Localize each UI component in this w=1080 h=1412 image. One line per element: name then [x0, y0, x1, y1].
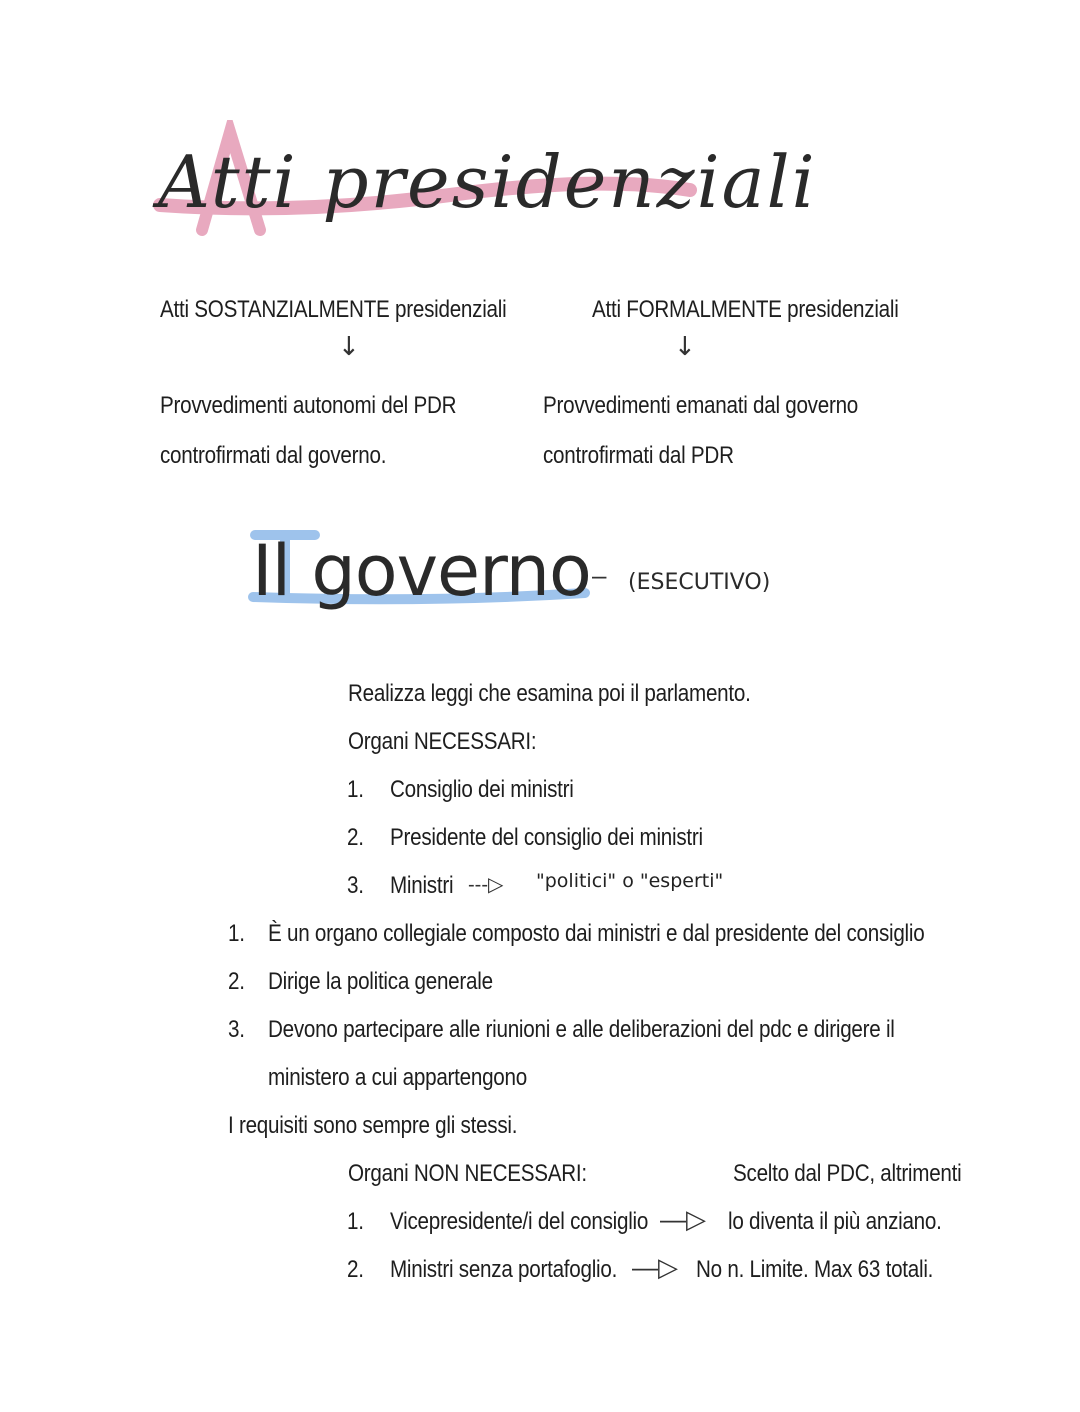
necessari-heading: Organi NECESSARI: — [348, 728, 537, 755]
intro-text: Realizza leggi che esamina poi il parlamento. — [348, 680, 751, 707]
section-subtitle: (ESECUTIVO) — [628, 570, 771, 595]
desc-num-2: 2. — [228, 968, 245, 995]
requisiti-text: I requisiti sono sempre gli stessi. — [228, 1112, 518, 1139]
desc-item-3: Devono partecipare alle riunioni e alle deliberazioni del pdc e dirigere il — [268, 1016, 895, 1043]
desc-num-3: 3. — [228, 1016, 245, 1043]
necessari-num-2: 2. — [347, 824, 364, 851]
ministri-note: "politici" o "esperti" — [536, 870, 724, 892]
desc-num-1: 1. — [228, 920, 245, 947]
right-line-2: controfirmati dal PDR — [543, 442, 734, 469]
non-necessari-item-1: Vicepresidente/i del consiglio — [390, 1208, 649, 1235]
non-necessari-heading: Organi NON NECESSARI: — [348, 1160, 587, 1187]
desc-item-3-cont: ministero a cui appartengono — [268, 1064, 527, 1091]
note-limite: No n. Limite. Max 63 totali. — [696, 1256, 934, 1283]
arrow-down-icon: ↓ — [674, 332, 696, 362]
left-line-1: Provvedimenti autonomi del PDR — [160, 392, 457, 419]
left-line-2: controfirmati dal governo. — [160, 442, 387, 469]
section-title-atti: Atti presidenziali — [158, 140, 817, 224]
desc-item-1: È un organo collegiale composto dai ministri e dal presidente del consiglio — [268, 920, 925, 947]
arrow-right-icon: —▷ — [660, 1204, 706, 1234]
desc-item-2: Dirige la politica generale — [268, 968, 493, 995]
necessari-num-3: 3. — [347, 872, 364, 899]
dash: – — [592, 560, 607, 590]
section-title-governo: Il governo — [252, 530, 591, 612]
necessari-item-2: Presidente del consiglio dei ministri — [390, 824, 703, 851]
non-necessari-num-1: 1. — [347, 1208, 364, 1235]
dashed-arrow-icon: ---▷ — [468, 874, 504, 896]
right-heading: Atti FORMALMENTE presidenziali — [592, 296, 899, 323]
note-scelto-1: Scelto dal PDC, altrimenti — [733, 1160, 962, 1187]
non-necessari-num-2: 2. — [347, 1256, 364, 1283]
arrow-right-icon: —▷ — [632, 1252, 678, 1282]
note-scelto-2: lo diventa il più anziano. — [728, 1208, 942, 1235]
necessari-num-1: 1. — [347, 776, 364, 803]
arrow-down-icon: ↓ — [338, 332, 360, 362]
right-line-1: Provvedimenti emanati dal governo — [543, 392, 859, 419]
non-necessari-item-2: Ministri senza portafoglio. — [390, 1256, 618, 1283]
necessari-item-3: Ministri — [390, 872, 454, 899]
necessari-item-1: Consiglio dei ministri — [390, 776, 574, 803]
left-heading: Atti SOSTANZIALMENTE presidenziali — [160, 296, 507, 323]
